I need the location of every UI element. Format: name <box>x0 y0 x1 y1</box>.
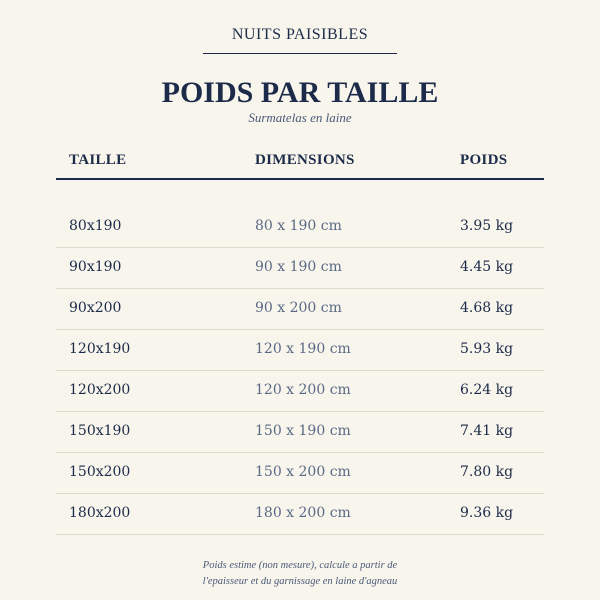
cell-size: 120x190 <box>69 341 131 357</box>
cell-size: 150x190 <box>69 423 131 439</box>
table-row <box>56 454 544 494</box>
page-subtitle: Surmatelas en laine <box>248 110 352 125</box>
cell-size: 150x200 <box>69 464 131 480</box>
cell-dimensions: 80 x 190 cm <box>255 218 342 234</box>
header-size: TAILLE <box>69 152 127 168</box>
cell-size: 80x190 <box>69 218 122 234</box>
cell-weight: 4.68 kg <box>460 300 514 316</box>
table-row <box>56 331 544 371</box>
cell-weight: 3.95 kg <box>460 218 514 234</box>
cell-dimensions: 150 x 190 cm <box>255 423 351 439</box>
cell-dimensions: 90 x 200 cm <box>255 300 342 316</box>
table-row <box>56 208 544 248</box>
cell-dimensions: 150 x 200 cm <box>255 464 351 480</box>
table-row <box>56 290 544 330</box>
cell-weight: 9.36 kg <box>460 505 514 521</box>
cell-size: 90x200 <box>69 300 122 316</box>
cell-dimensions: 90 x 190 cm <box>255 259 342 275</box>
header-dimensions: DIMENSIONS <box>255 152 355 168</box>
table-row <box>56 495 544 535</box>
cell-size: 90x190 <box>69 259 122 275</box>
cell-weight: 4.45 kg <box>460 259 514 275</box>
cell-size: 120x200 <box>69 382 131 398</box>
footnote-line-1: Poids estime (non mesure), calcule a partir de <box>202 560 398 571</box>
footnote <box>0 558 600 590</box>
cell-size: 180x200 <box>69 505 131 521</box>
cell-weight: 5.93 kg <box>460 341 514 357</box>
table-body <box>56 208 544 536</box>
footnote-line-2: l'epaisseur et du garnissage en laine d'agneau <box>202 576 398 587</box>
brand-divider <box>203 53 397 54</box>
cell-weight: 7.41 kg <box>460 423 514 439</box>
cell-dimensions: 120 x 190 cm <box>255 341 351 357</box>
brand-name: NUITS PAISIBLES <box>231 26 369 43</box>
header-weight: POIDS <box>460 152 508 168</box>
table-row <box>56 249 544 289</box>
cell-weight: 7.80 kg <box>460 464 514 480</box>
table-row <box>56 413 544 453</box>
cell-dimensions: 180 x 200 cm <box>255 505 351 521</box>
cell-weight: 6.24 kg <box>460 382 514 398</box>
page-title: POIDS PAR TAILLE <box>161 76 439 109</box>
table-header <box>56 152 544 180</box>
table-row <box>56 372 544 412</box>
cell-dimensions: 120 x 200 cm <box>255 382 351 398</box>
